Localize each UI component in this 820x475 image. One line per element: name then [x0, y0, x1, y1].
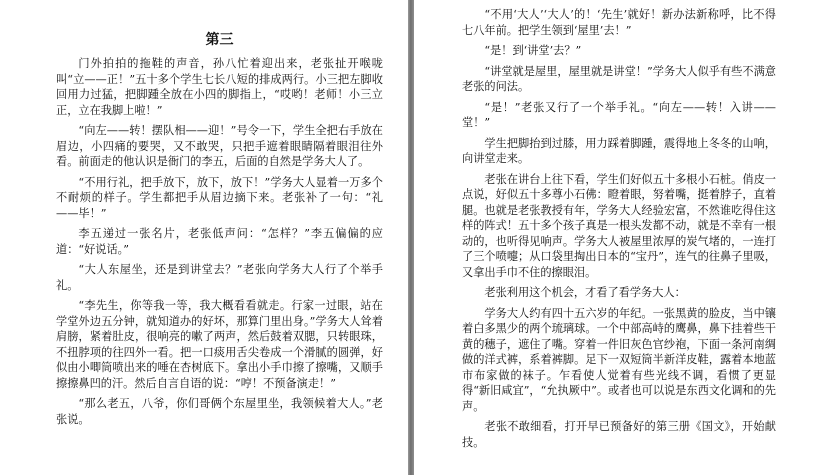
left-page: [0, 0, 409, 475]
right-page: [414, 0, 820, 475]
paragraph: “讲堂就是屋里，屋里就是讲堂！”学务大人似乎有些不满意老张的问法。: [462, 64, 776, 93]
paragraph: 学生把脚抬到过膝，用力踩着脚踵，震得地上冬冬的山响，向讲堂走来。: [462, 136, 776, 165]
paragraph: 学务大人约有四十五六岁的年纪。一张黑黄的脸皮，当中镶着白多黑少的两个琉璃球。一个中部高峙的鹰鼻，鼻下挂着些干黄的穗子，遮住了嘴。穿着一件旧灰色官纱袍，下面一条河南绸做的洋式裤，系着裤脚。足下一双短筒半新洋皮鞋，露着本地蓝市布家做的袜子。乍看使人觉着有些光线不调，看惯了更显得“新旧咸宜”，“允执厥中”。或者也可以说是东西文化调和的先声。: [462, 306, 776, 413]
paragraph: 门外拍拍的拖鞋的声音，孙八忙着迎出来，老张扯开喉咙叫“立——正！”五十多个学生七长八短的排成两行。小三把左脚收回用力过猛，把脚踵全放在小四的脚指上，“哎哟！老师！小三立正，立在我脚上啦！”: [56, 57, 383, 117]
paragraph: 李五递过一张名片，老张低声问：“怎样？”李五偏偏的应道：“好说话。”: [56, 227, 383, 256]
paragraph: “是！”老张又行了一个举手礼。“向左——转！入讲——堂！”: [462, 100, 776, 129]
paragraph: 老张不敢细看，打开早已预备好的第三册《国文》，开始献技。: [462, 420, 776, 449]
paragraph: “大人东屋坐，还是到讲堂去？”老张向学务大人行了个举手礼。: [56, 263, 383, 292]
paragraph: “不用行礼，把手放下，放下，放下！”学务大人显着一万多个不耐烦的样子。学生都把手从眉边摘下来。老张补了一句：“礼——毕！”: [56, 175, 383, 220]
paragraph: “是！到‘讲堂’去？”: [484, 44, 582, 57]
paragraph: “李先生，你等我一等，我大概看看就走。行家一过眼，站在学堂外边五分钟，就知道办的好坏，那算门里出身。”学务大人耸着肩膀，紧着肚皮，很响亮的嗽了两声，然后鼓着双腮，只转眼珠，不扭脖项的往四外一看。把一口痰用舌尖卷成一个滑腻的圆弹，好似由小唧筒喷出来的唾在杏树底下。拿出小手巾擦了擦嘴，又顺手擦擦鼻凹的汗。然后自言自语的说：“哼！不预备演走！”: [56, 299, 383, 390]
paragraph: “向左——转！摆队相——迎！”号令一下，学生全把右手放在眉边，小四痛的要哭，又不敢哭，只把手遮着眼睛隔着眼泪往外看。前面走的他认识是衙门的李五，后面的自然是学务大人了。: [56, 124, 383, 168]
paragraph: “不用‘大人’‘大人’的！‘先生’就好！新办法新称呼，比不得七八年前。把学生领到‘屋里’去！”: [462, 8, 776, 37]
paragraph: “那么老五，八爷，你们哥俩个东屋里坐，我领候着大人。”老张说。: [56, 397, 383, 426]
paragraph: 老张利用这个机会，才看了看学务大人：: [484, 286, 686, 299]
chapter-title: 第三: [205, 32, 234, 48]
paragraph: 老张在讲台上往下看，学生们好似五十多根小石桩。俏皮一点说，好似五十多尊小石佛：瞪着眼，努着嘴，挺着脖子，直着腿。也就是老张教授有年，学务大人经验宏富，不然谁吃得住这样的阵式！五十多个孩子真是一根头发都不动，就是不幸有一根动的，也听得见响声。学务大人被屋里浓厚的炭气堵的，一连打了三个喷嚏；从口袋里掏出日本的“宝丹”，连气的往鼻子里吸，又拿出手巾不住的擦眼泪。: [462, 172, 776, 279]
